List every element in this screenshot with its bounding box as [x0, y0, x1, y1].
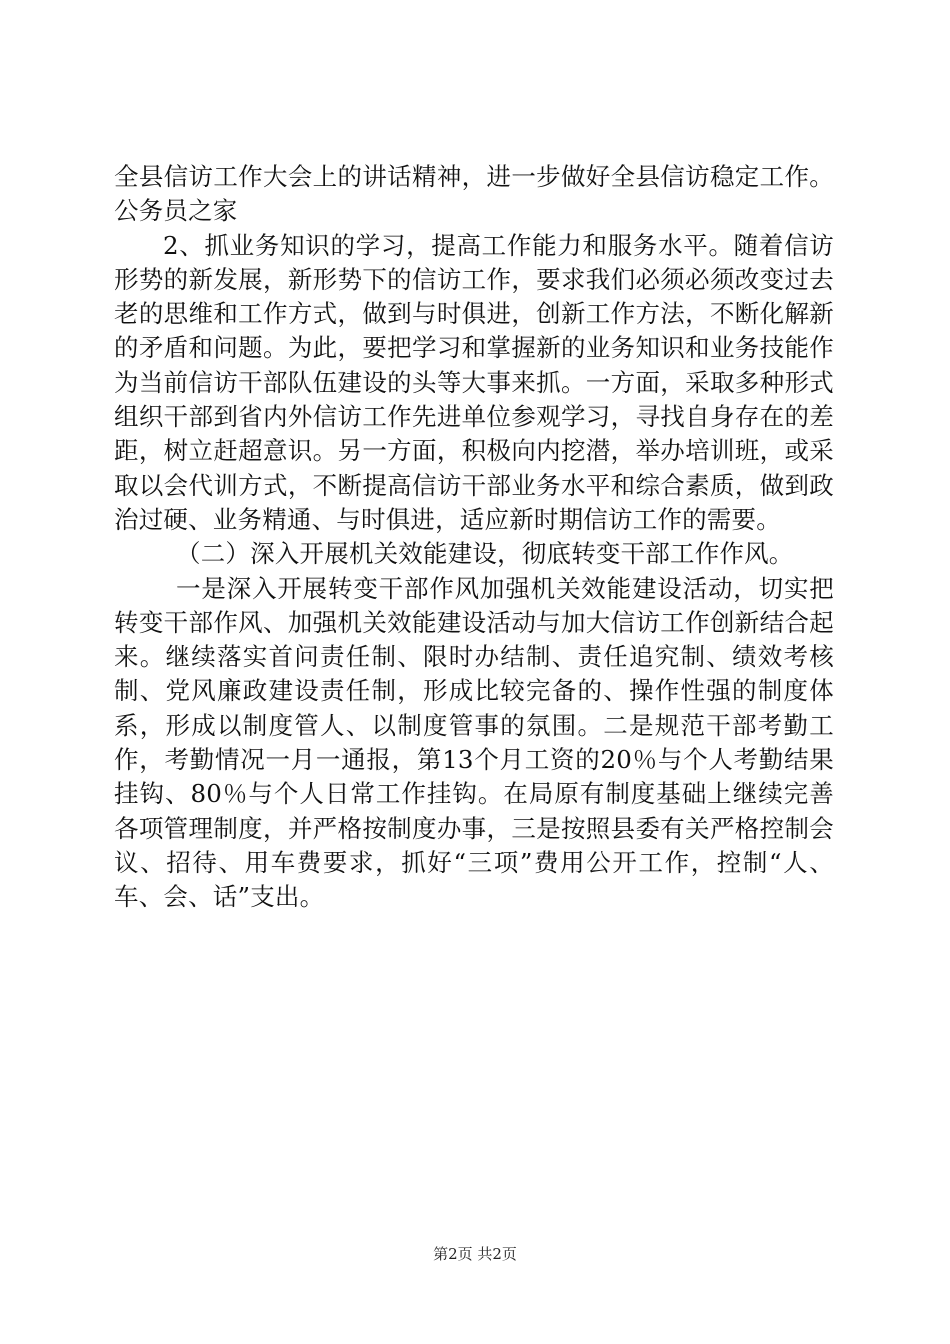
paragraph-efficiency-building: 一是深入开展转变干部作风加强机关效能建设活动，切实把转变干部作风、加强机关效能建设活动与加大信访工作创新结合起来。继续落实首问责任制、限时办结制、责任追究制、绩效考核制、党风廉政建设责任制，形成比较完备的、操作性强的制度体系，形成以制度管人、以制度管事的氛围。二是规范干部考勤工作，考勤情况一月一通报，第13个月工资的20％与个人考勤结果挂钩、80％与个人日常工作挂钩。在局原有制度基础上继续完善各项管理制度，并严格按制度办事，三是按照县委有关严格控制会议、招待、用车费要求，抓好“三项”费用公开工作，控制“人、车、会、话”支出。 [114, 573, 834, 912]
document-body [114, 160, 834, 915]
page-footer: 第2页 共2页 [433, 1245, 517, 1263]
paragraph-continuation: 全县信访工作大会上的讲话精神，进一步做好全县信访稳定工作。公务员之家 [114, 162, 834, 226]
paragraph-business-knowledge: 2、抓业务知识的学习，提高工作能力和服务水平。随着信访形势的新发展，新形势下的信访工作，要求我们必须必须改变过去老的思维和工作方式，做到与时俱进，创新工作方法，不断化解新的矛盾和问题。为此，要把学习和掌握新的业务知识和业务技能作为当前信访干部队伍建设的头等大事来抓。一方面，采取多种形式组织干部到省内外信访工作先进单位参观学习，寻找自身存在的差距，树立赶超意识。另一方面，积极向内挖潜，举办培训班，或采取以会代训方式，不断提高信访干部业务水平和综合素质，做到政治过硬、业务精通、与时俱进，适应新时期信访工作的需要。 [114, 230, 834, 534]
section-heading: （二）深入开展机关效能建设，彻底转变干部工作作风。 [176, 539, 794, 569]
